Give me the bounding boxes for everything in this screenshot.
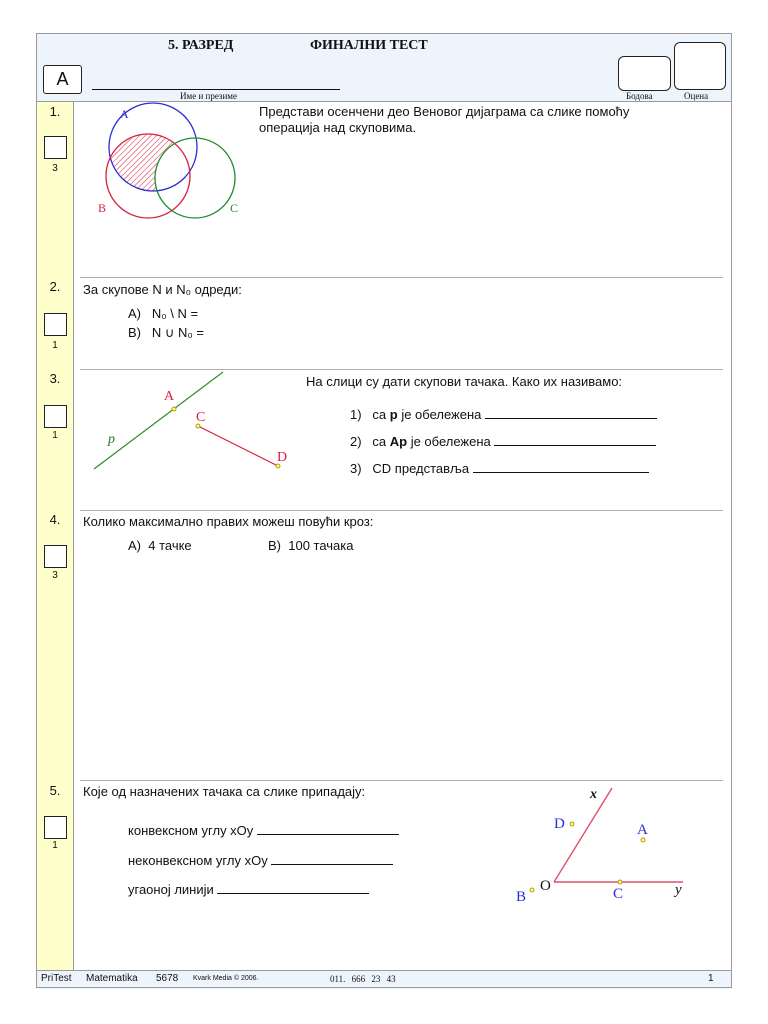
ray-ox [554,788,612,882]
question-text: На слици су дати скупови тачака. Како их називамо: [306,374,623,389]
question-text: За скупове N и N₀ одреди: [83,282,242,297]
point-d-label: D [277,450,288,465]
question-separator [80,277,723,278]
answer-item-a [128,538,192,553]
footer-phone: 011. 666 23 43 [330,974,396,984]
item-value: 4 тачке [148,538,192,553]
answer-item-3 [350,460,649,476]
item-label: 1) [350,407,362,422]
item-expression: N₀ \ N = [151,306,199,321]
item-text: угаоној линији [128,882,214,897]
test-title: ФИНАЛНИ ТЕСТ [310,38,428,53]
item-label: A) [128,538,141,553]
item-value: 100 тачака [288,538,354,553]
question-number: 5. [49,783,61,798]
question-number: 2. [49,279,61,294]
point-a-label: A [637,822,648,838]
name-caption: Име и презиме [180,91,237,101]
name-field[interactable] [92,89,340,90]
footer-code: 5678 [156,973,179,984]
answer-item-a [128,306,198,321]
question-text-line2: операција над скуповима. [259,120,417,135]
segment-cd [198,426,278,466]
point-a-dot [172,407,176,411]
grade-title: 5. РАЗРЕД [168,38,234,53]
item-label: 3) [350,461,362,476]
score-box[interactable] [44,136,67,159]
score-box[interactable] [44,313,67,336]
question-points: 1 [52,430,58,441]
points-caption: Бодова [626,91,653,101]
question-text: Које од назначених тачака са слике припадају: [83,784,366,799]
answer-item-angle-line [128,881,369,897]
item-symbol: Ap [389,434,408,449]
point-a-dot [641,838,645,842]
answer-item-2 [350,433,656,449]
item-text: неконвексном углу xOy [128,853,268,868]
question-number: 3. [49,371,61,386]
answer-item-nonconvex [128,852,393,868]
answer-item-b [128,325,204,341]
answer-blank[interactable] [257,822,399,835]
answer-blank[interactable] [217,881,369,894]
grade-box[interactable] [674,42,726,90]
item-label: 2) [350,434,362,449]
item-text: је обележена [397,407,482,422]
point-d-label: D [554,816,565,832]
item-text: конвексном углу xOy [128,823,254,838]
question-number: 1. [49,104,61,119]
ray-x-label: x [590,787,597,802]
angle-figure [505,782,705,912]
points-box[interactable] [618,56,671,91]
answer-blank[interactable] [494,433,656,446]
answer-item-1 [350,406,657,422]
set-a-label: A [120,107,129,121]
question-number: 4. [49,512,61,527]
venn-diagram [90,100,250,230]
point-c-dot [618,880,622,884]
grade-caption: Оцена [684,91,709,101]
question-points: 1 [52,340,58,351]
question-text: Представи осенчени део Веновог дијаграма са слике помоћу [259,104,630,119]
variant-badge: A [43,65,82,94]
question-points: 3 [52,570,58,581]
question-text: Колико максимално правих можеш повући кроз: [83,514,374,529]
score-box[interactable] [44,816,67,839]
item-label: B) [268,538,281,553]
point-b-dot [530,888,534,892]
answer-item-b [268,538,354,553]
question-separator [80,510,723,511]
vertex-o-label: O [540,878,551,894]
set-b-label: B [98,201,107,215]
point-b-label: B [516,889,527,905]
footer-publisher: Kvark Media © 2006. [193,975,259,982]
answer-item-convex [128,822,399,838]
item-label: B) [128,325,141,340]
footer-brand: PriTest [41,973,72,984]
set-c-label: C [230,201,239,215]
page-number: 1 [708,973,714,984]
item-text: са [372,407,390,422]
item-text: са [372,434,390,449]
footer-subject: Matematika [86,973,138,984]
question-points: 1 [52,840,58,851]
answer-blank[interactable] [485,406,657,419]
item-label: A) [128,306,141,321]
point-c-label: C [613,886,624,902]
score-box[interactable] [44,405,67,428]
item-symbol: p [389,407,398,422]
point-d-dot [570,822,574,826]
question-separator [80,780,723,781]
point-c-label: C [196,410,206,425]
point-a-label: A [164,389,175,404]
question-points: 3 [52,163,58,174]
line-p-label: p [108,432,115,447]
answer-blank[interactable] [473,460,649,473]
answer-blank[interactable] [271,852,393,865]
item-text: је обележена [407,434,491,449]
item-expression: N ∪ N₀ = [151,325,204,340]
ray-y-label: y [675,882,682,898]
score-box[interactable] [44,545,67,568]
points-figure [88,368,308,478]
item-text: CD представља [372,461,470,476]
